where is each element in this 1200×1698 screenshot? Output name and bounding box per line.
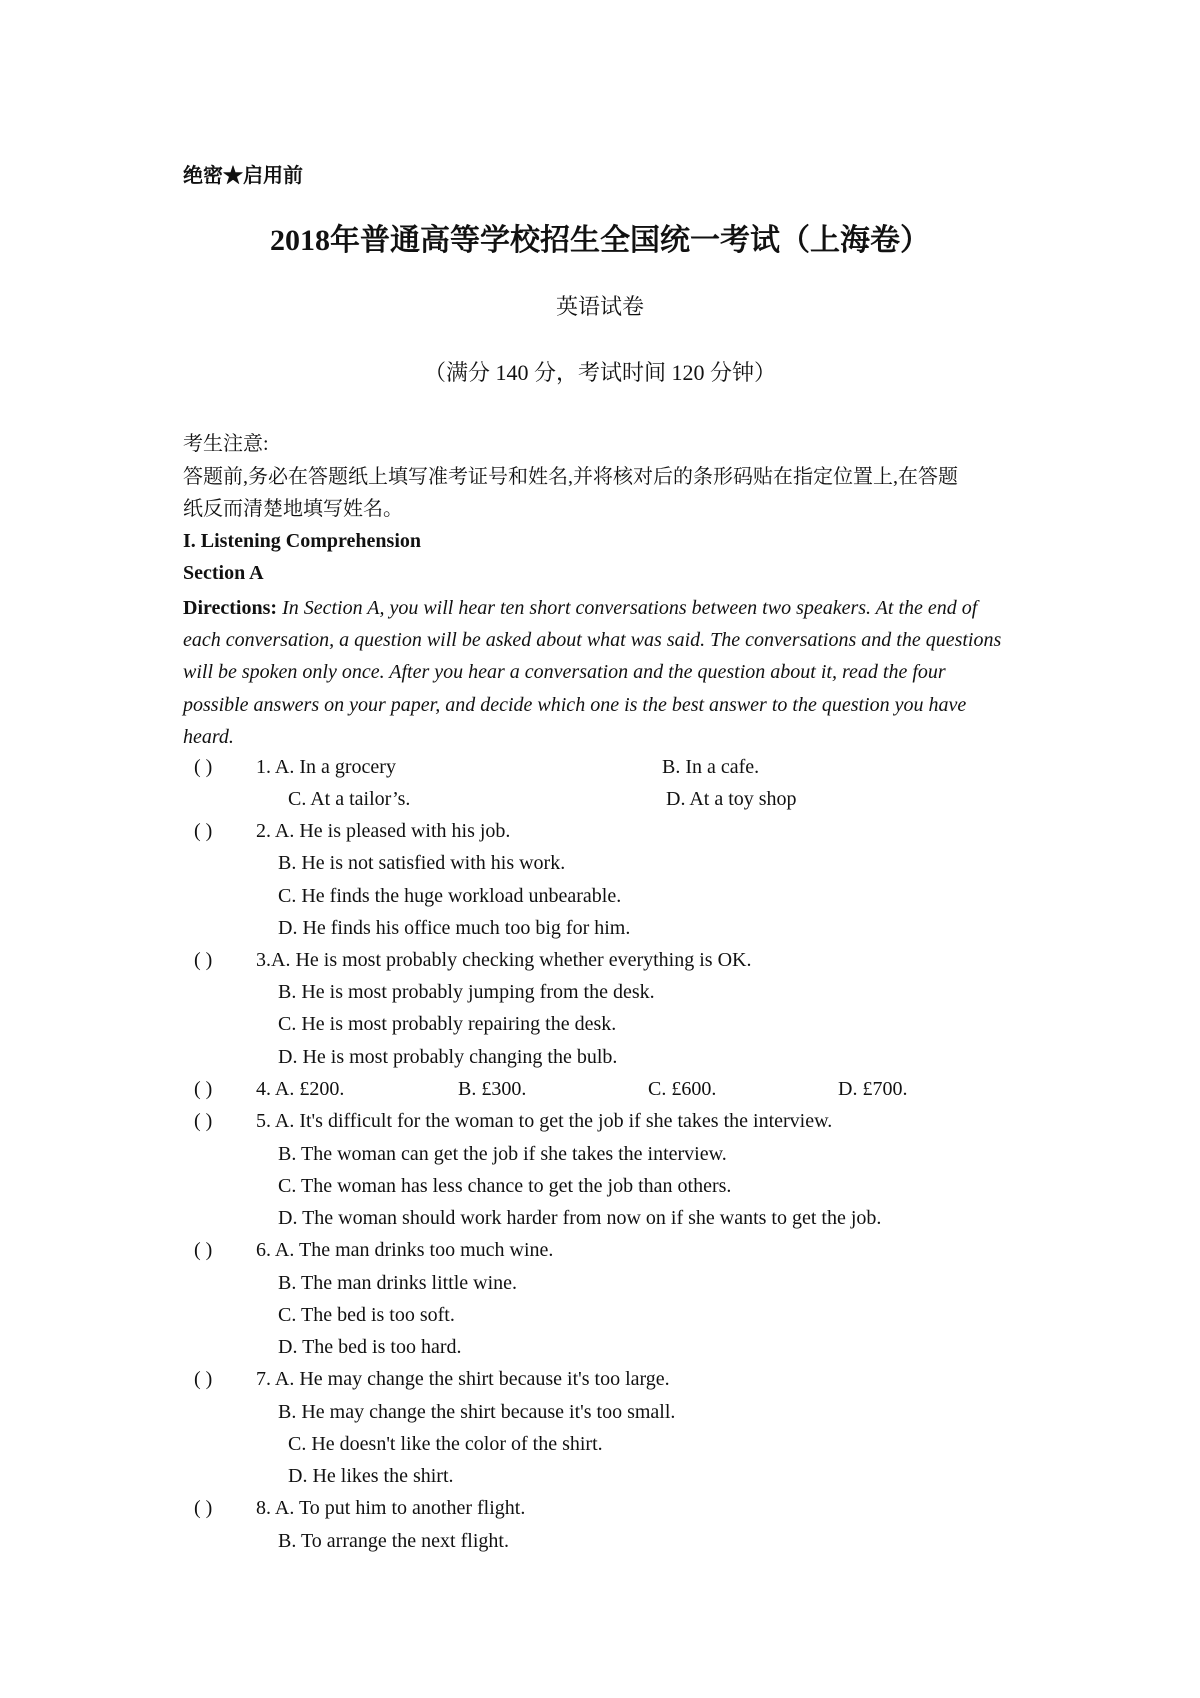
answer-bracket-1[interactable]: ( ) <box>194 756 213 778</box>
part-title: I. Listening Comprehension <box>183 530 422 552</box>
q4-option-a: 4. A. £200. <box>256 1078 345 1100</box>
q8-option-b: B. To arrange the next flight. <box>278 1530 509 1552</box>
q2-option-b: B. He is not satisfied with his work. <box>278 852 566 874</box>
answer-bracket-8[interactable]: ( ) <box>194 1497 213 1519</box>
exam-title: 2018年普通高等学校招生全国统一考试（上海卷） <box>270 224 930 257</box>
q1-option-a: 1. A. In a grocery <box>256 756 396 778</box>
q2-option-c: C. He finds the huge workload unbearable. <box>278 885 622 907</box>
directions-label: Directions: <box>183 597 278 619</box>
q1-option-c: C. At a tailor’s. <box>288 788 411 810</box>
q7-option-a: 7. A. He may change the shirt because it's too large. <box>256 1368 670 1390</box>
q6-option-a: 6. A. The man drinks too much wine. <box>256 1239 554 1261</box>
notice-line-1: 答题前,务必在答题纸上填写准考证号和姓名,并将核对后的条形码贴在指定位置上,在答题 <box>183 466 958 488</box>
q8-option-a: 8. A. To put him to another flight. <box>256 1497 526 1519</box>
answer-bracket-5[interactable]: ( ) <box>194 1110 213 1132</box>
q7-option-d: D. He likes the shirt. <box>288 1465 454 1487</box>
secret-mark: 绝密★启用前 <box>183 165 303 187</box>
q6-option-b: B. The man drinks little wine. <box>278 1272 518 1294</box>
q7-option-c: C. He doesn't like the color of the shirt. <box>288 1433 603 1455</box>
answer-bracket-2[interactable]: ( ) <box>194 820 213 842</box>
answer-bracket-6[interactable]: ( ) <box>194 1239 213 1261</box>
notice-label: 考生注意: <box>183 433 269 455</box>
q1-option-d: D. At a toy shop <box>666 788 797 810</box>
notice-line-2: 纸反而清楚地填写姓名。 <box>183 498 403 520</box>
q5-option-a: 5. A. It's difficult for the woman to get the job if she takes the interview. <box>256 1110 833 1132</box>
answer-bracket-4[interactable]: ( ) <box>194 1078 213 1100</box>
q7-option-b: B. He may change the shirt because it's too small. <box>278 1401 676 1423</box>
q1-option-b: B. In a cafe. <box>662 756 760 778</box>
q2-option-d: D. He finds his office much too big for him. <box>278 917 631 939</box>
answer-bracket-7[interactable]: ( ) <box>194 1368 213 1390</box>
directions-text: In Section A, you will hear ten short conversations between two speakers. At the end of each conversation, a question will be asked about what was said. The conversations and the questions will be spoken only once. After you hear a conversation and the question about it, read the four possible answers on your paper, and decide which one is the best answer to the question you have heard. <box>183 597 1002 748</box>
q4-option-b: B. £300. <box>458 1078 527 1100</box>
q3-option-a: 3.A. He is most probably checking whether everything is OK. <box>256 949 752 971</box>
q3-option-d: D. He is most probably changing the bulb. <box>278 1046 618 1068</box>
q3-option-c: C. He is most probably repairing the desk. <box>278 1013 617 1035</box>
q5-option-b: B. The woman can get the job if she takes the interview. <box>278 1143 727 1165</box>
directions <box>183 592 1013 753</box>
q4-option-c: C. £600. <box>648 1078 717 1100</box>
q5-option-d: D. The woman should work harder from now on if she wants to get the job. <box>278 1207 882 1229</box>
q5-option-c: C. The woman has less chance to get the job than others. <box>278 1175 732 1197</box>
answer-bracket-3[interactable]: ( ) <box>194 949 213 971</box>
q2-option-a: 2. A. He is pleased with his job. <box>256 820 511 842</box>
q6-option-d: D. The bed is too hard. <box>278 1336 462 1358</box>
q3-option-b: B. He is most probably jumping from the desk. <box>278 981 655 1003</box>
exam-subtitle: 英语试卷 <box>555 294 644 319</box>
q6-option-c: C. The bed is too soft. <box>278 1304 455 1326</box>
score-info: （满分 140 分，考试时间 120 分钟） <box>423 360 776 385</box>
q4-option-d: D. £700. <box>838 1078 908 1100</box>
section-title: Section A <box>183 562 264 584</box>
